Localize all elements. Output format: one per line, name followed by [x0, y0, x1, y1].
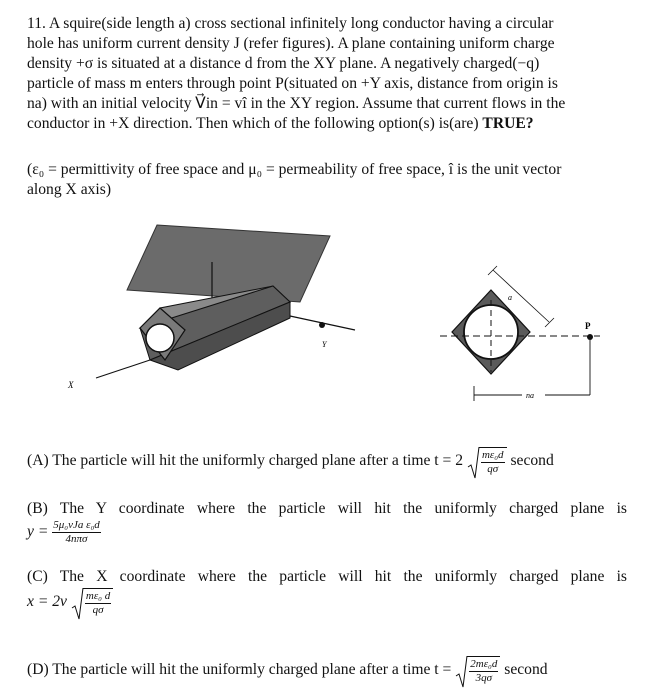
conductor-hole [146, 324, 174, 352]
option-c[interactable] [27, 568, 627, 617]
question-line: conductor in +X direction. Then which of the following option(s) is(are) [27, 115, 483, 132]
sqrt-sign [455, 656, 468, 688]
question-line: density +σ is situated at a distance d from the XY plane. A negatively charged(−q) [27, 55, 540, 72]
x-axis-label: X [68, 380, 74, 390]
option-a-den: qσ [487, 463, 499, 475]
option-d[interactable] [27, 656, 627, 685]
option-d-den: 3qσ [475, 672, 493, 684]
question-line-last [27, 114, 625, 134]
option-b-num: 5μ₀vJa ε₀d [53, 519, 100, 531]
question-line: particle of mass m enters through point P(situated on +Y axis, distance from origin is [27, 75, 558, 92]
question-line: hole has uniform current density J (refer figures). A plane containing uniform charge [27, 35, 555, 52]
option-a-suffix: second [510, 452, 554, 470]
note-line: (ε₀ = permittivity of free space and μ₀ = permeability of free space, î is the unit vector [27, 161, 562, 178]
sqrt-sign [467, 447, 480, 479]
option-c-num: mε₀ d [85, 590, 111, 602]
option-b-den: 4nπσ [65, 533, 88, 545]
option-a[interactable] [27, 447, 627, 476]
true-word: TRUE? [482, 115, 534, 132]
dimension-a-tick1 [488, 266, 497, 275]
sqrt-c [71, 588, 113, 617]
point-p-left [319, 322, 325, 328]
option-d-text: (D) The particle will hit the uniformly charged plane after a time t = [27, 661, 452, 679]
point-p-label: P [585, 321, 591, 331]
question-text [27, 14, 625, 134]
option-c-lhs: x = 2v [27, 593, 67, 611]
constants-note [27, 160, 625, 200]
figure [0, 210, 652, 420]
question-line: 11. A squire(side length a) cross sectional infinitely long conductor having a circular [27, 15, 554, 32]
dimension-a-label: a [508, 293, 512, 302]
option-b[interactable] [27, 500, 627, 546]
option-b-text: (B) The Y coordinate where the particle will hit the uniformly charged plane is [27, 500, 627, 517]
option-d-suffix: second [504, 661, 548, 679]
option-d-num: 2mε₀d [470, 658, 498, 670]
note-line: along X axis) [27, 181, 112, 198]
x-axis [96, 360, 150, 378]
sqrt-sign [71, 588, 84, 620]
question-line: na) with an initial velocity V⃗in = vî in the XY region. Assume that current flows in the [27, 95, 566, 112]
sqrt-d [455, 656, 500, 685]
option-c-text: (C) The X coordinate where the particle will hit the uniformly charged plane is [27, 568, 627, 585]
option-a-text: (A) The particle will hit the uniformly charged plane after a time t = 2 [27, 452, 464, 470]
dimension-na-label: na [526, 391, 534, 400]
option-a-num: mε₀d [481, 449, 504, 461]
option-c-den: qσ [92, 604, 104, 616]
y-axis-label: Y [322, 340, 327, 349]
charged-plane [127, 225, 330, 302]
sqrt-a [467, 447, 507, 476]
point-p [587, 334, 593, 340]
option-b-lhs: y = [27, 523, 49, 541]
